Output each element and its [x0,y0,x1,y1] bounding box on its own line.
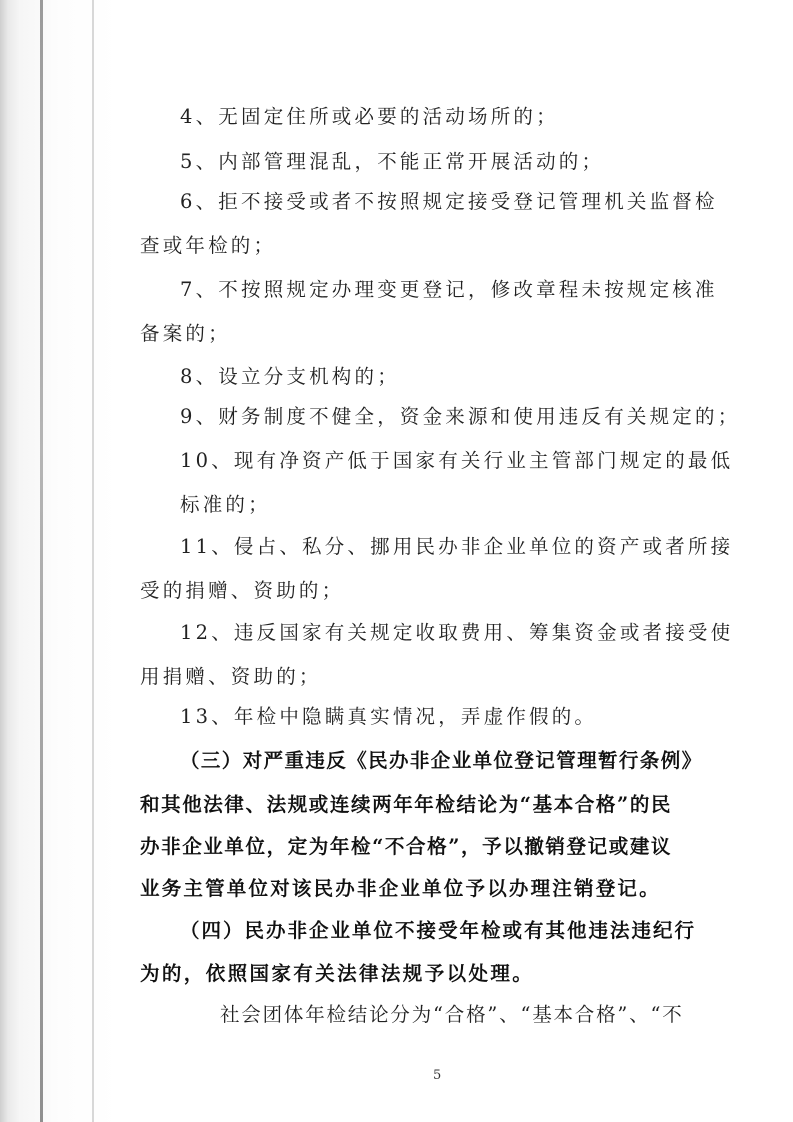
list-item-5: 5、内部管理混乱，不能正常开展活动的； [180,150,605,173]
paragraph-5-line-1: 社会团体年检结论分为“合格”、“基本合格”、“不 [220,1003,684,1026]
page-number: 5 [433,1068,442,1083]
list-item-10: 10、现有净资产低于国家有关行业主管部门规定的最低 [180,449,734,472]
paragraph-3-line-1: （三）对严重违反《民办非企业单位登记管理暂行条例》 [180,749,703,772]
binding-shadow [40,0,43,1122]
paragraph-3-line-4: 业务主管单位对该民办非企业单位予以办理注销登记。 [140,877,661,900]
list-item-4: 4、无固定住所或必要的活动场所的； [180,105,559,128]
list-item-6: 6、拒不接受或者不按照规定接受登记管理机关监督检 [180,190,718,213]
list-item-7-cont: 备案的； [140,322,231,345]
list-item-6-cont: 查或年检的； [140,234,277,257]
paragraph-3-line-2: 和其他法律、法规或连续两年年检结论为“基本合格”的民 [140,793,673,816]
list-item-12-cont: 用捐赠、资助的； [140,665,322,688]
list-item-11: 11、侵占、私分、挪用民办非企业单位的资产或者所接 [180,535,734,558]
list-item-10-cont: 标准的； [180,493,271,516]
paragraph-3-line-3: 办非企业单位，定为年检“不合格”，予以撤销登记或建议 [140,835,673,858]
binding-edge [92,0,94,1122]
paragraph-4-line-2: 为的，依照国家有关法律法规予以处理。 [140,962,535,985]
list-item-8: 8、设立分支机构的； [180,365,400,388]
paragraph-4-line-1: （四）民办非企业单位不接受年检或有其他违法违纪行 [180,919,697,942]
list-item-9: 9、财务制度不健全，资金来源和使用违反有关规定的； [180,405,741,428]
list-item-11-cont: 受的捐赠、资助的； [140,579,345,602]
list-item-7: 7、不按照规定办理变更登记，修改章程未按规定核准 [180,278,718,301]
list-item-13: 13、年检中隐瞒真实情况，弄虚作假的。 [180,705,598,728]
list-item-12: 12、违反国家有关规定收取费用、筹集资金或者接受使 [180,621,734,644]
